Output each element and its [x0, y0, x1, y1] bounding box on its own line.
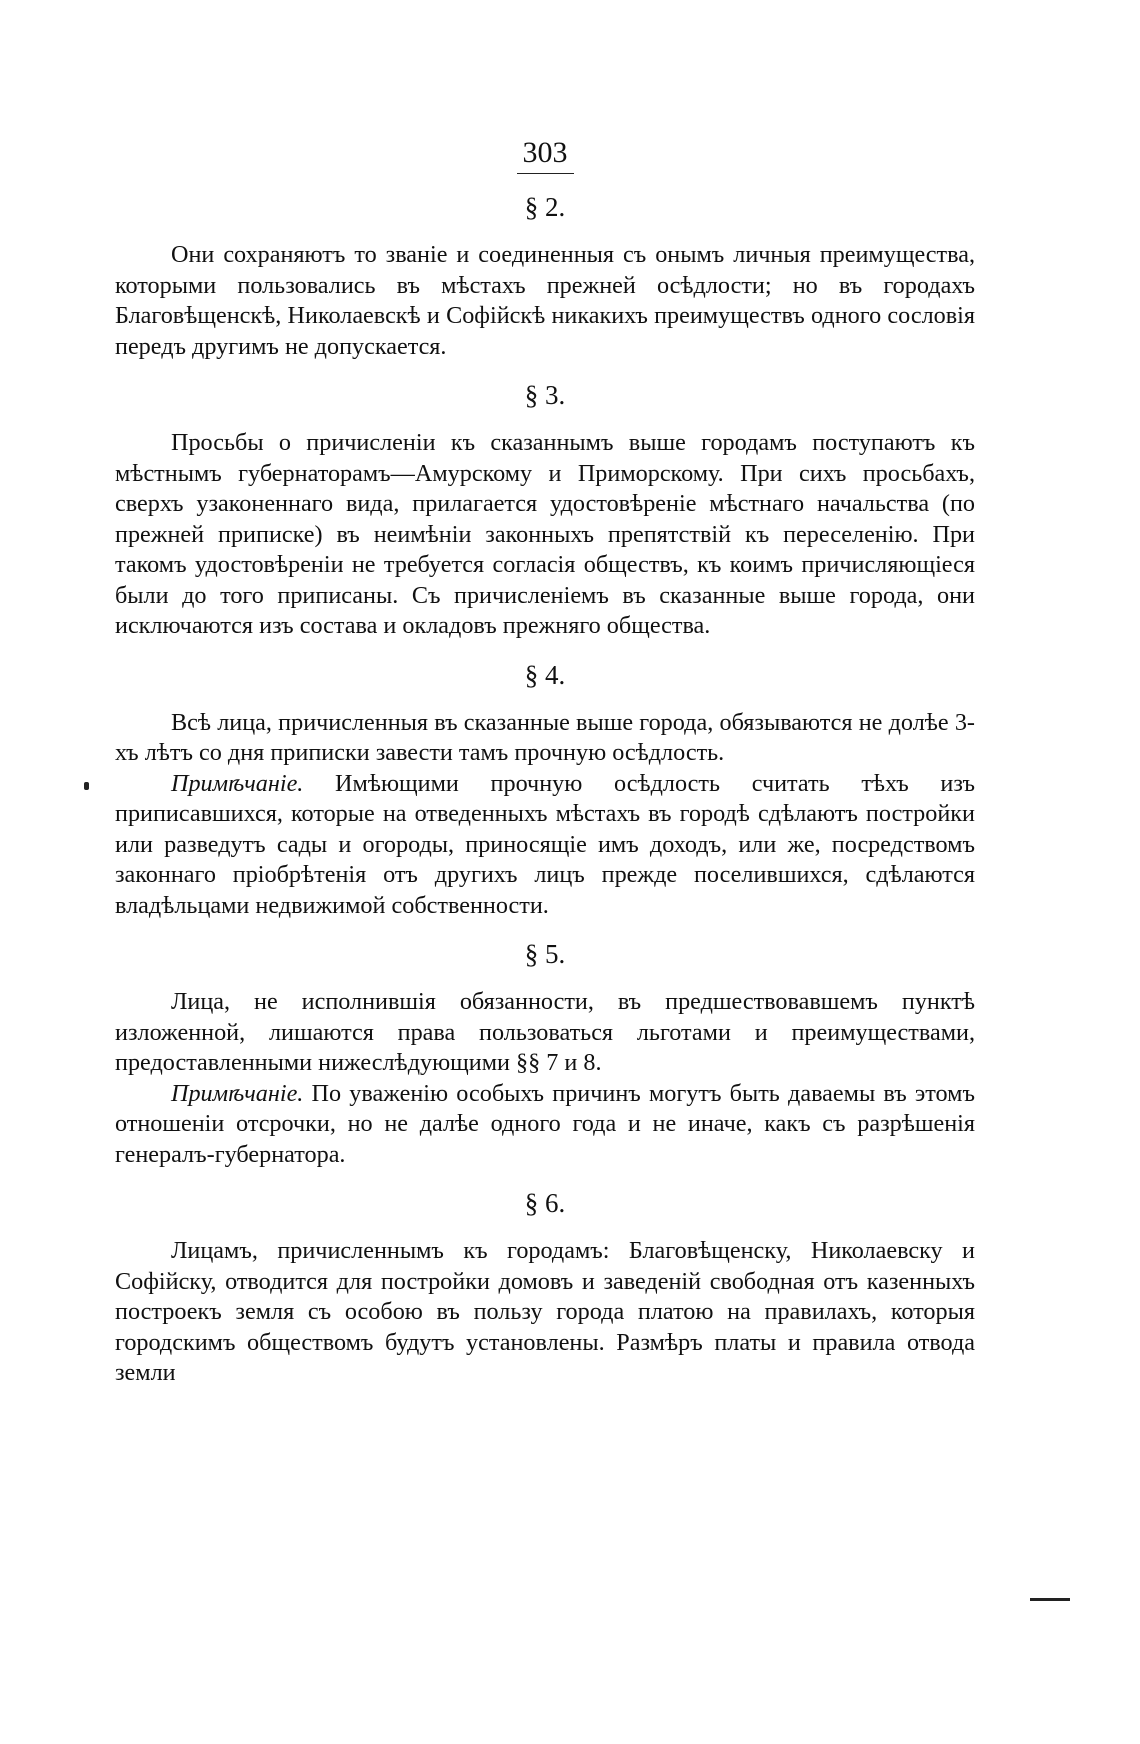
section-5: [115, 937, 975, 1170]
note-paragraph: [115, 769, 975, 922]
paragraph: [115, 1236, 975, 1389]
note-label: Примѣчаніе.: [171, 769, 304, 797]
section-6: [115, 1186, 975, 1389]
page-number: 303: [115, 135, 975, 174]
paragraph: [115, 240, 975, 362]
paragraph-text: Всѣ лица, причисленныя въ сказанные выше города, обязываются не долѣе 3-хъ лѣтъ со дня приписки завести тамъ прочную осѣдлость.: [115, 708, 975, 766]
section-heading: § 5.: [524, 939, 566, 969]
section-heading: § 3.: [524, 380, 566, 410]
section-heading: § 6.: [524, 1188, 566, 1218]
section-3: [115, 378, 975, 642]
paragraph: [115, 987, 975, 1079]
note-label: Примѣчаніе.: [171, 1079, 304, 1107]
note-paragraph: [115, 1079, 975, 1171]
paragraph: [115, 708, 975, 769]
document-page: [115, 135, 975, 1405]
section-heading: § 4.: [524, 659, 566, 690]
scan-mark: [1030, 1598, 1070, 1601]
paragraph-text: Лицамъ, причисленнымъ къ городамъ: Благовѣщенску, Николаевску и Софійску, отводится для постройки домовъ и заведеній свободная отъ казенныхъ построекъ земля съ особою въ пользу города платою на правилахъ, которыя городскимъ обществомъ будутъ установлены. Размѣръ платы и правила отвода земли: [115, 1237, 975, 1386]
paragraph-text: Имѣющими прочную осѣдлость считать тѣхъ изъ приписавшихся, которые на отведенныхъ мѣстахъ въ городѣ сдѣлаютъ постройки или разведутъ сады и огороды, приносящіе имъ доходъ, или же, посредствомъ законнаго пріобрѣтенія отъ другихъ лицъ прежде поселившихся, сдѣлаются владѣльцами недвижимой собственности.: [115, 769, 975, 919]
section-heading: § 2.: [524, 192, 566, 222]
section-2: [115, 190, 975, 362]
section-4: [115, 658, 975, 922]
paragraph: [115, 428, 975, 642]
paragraph-text: Они сохраняютъ то званіе и соединенныя съ онымъ личныя преимущества, которыми пользовались въ мѣстахъ прежней осѣдлости; но въ городахъ Благовѣщенскѣ, Николаевскѣ и Софійскѣ никакихъ преимуществъ одного сословія передъ другимъ не допускается.: [115, 241, 975, 360]
paragraph-text: По уваженію особыхъ причинъ могутъ быть даваемы въ этомъ отношеніи отсрочки, но не далѣе одного года и не иначе, какъ съ разрѣшенія генералъ-губернатора.: [115, 1079, 975, 1168]
paragraph-text: Просьбы о причисленіи къ сказаннымъ выше городамъ поступаютъ къ мѣстнымъ губернаторамъ—Амурскому и Приморскому. При сихъ просьбахъ, сверхъ узаконеннаго вида, прилагается удостовѣреніе мѣстнаго начальства (по прежней приписке) въ неимѣніи законныхъ препятствій къ переселенію. При такомъ удостовѣреніи не требуется согласія обществъ, къ коимъ причисляющіеся были до того приписаны. Съ причисленіемъ въ сказанные выше города, они исключаются изъ состава и окладовъ прежняго общества.: [115, 429, 975, 639]
paragraph-text: Лица, не исполнившія обязанности, въ предшествовавшемъ пунктѣ изложенной, лишаются права пользоваться льготами и преимуществами, предоставленными нижеслѣдующими §§ 7 и 8.: [115, 988, 975, 1076]
scan-mark: [84, 782, 89, 790]
